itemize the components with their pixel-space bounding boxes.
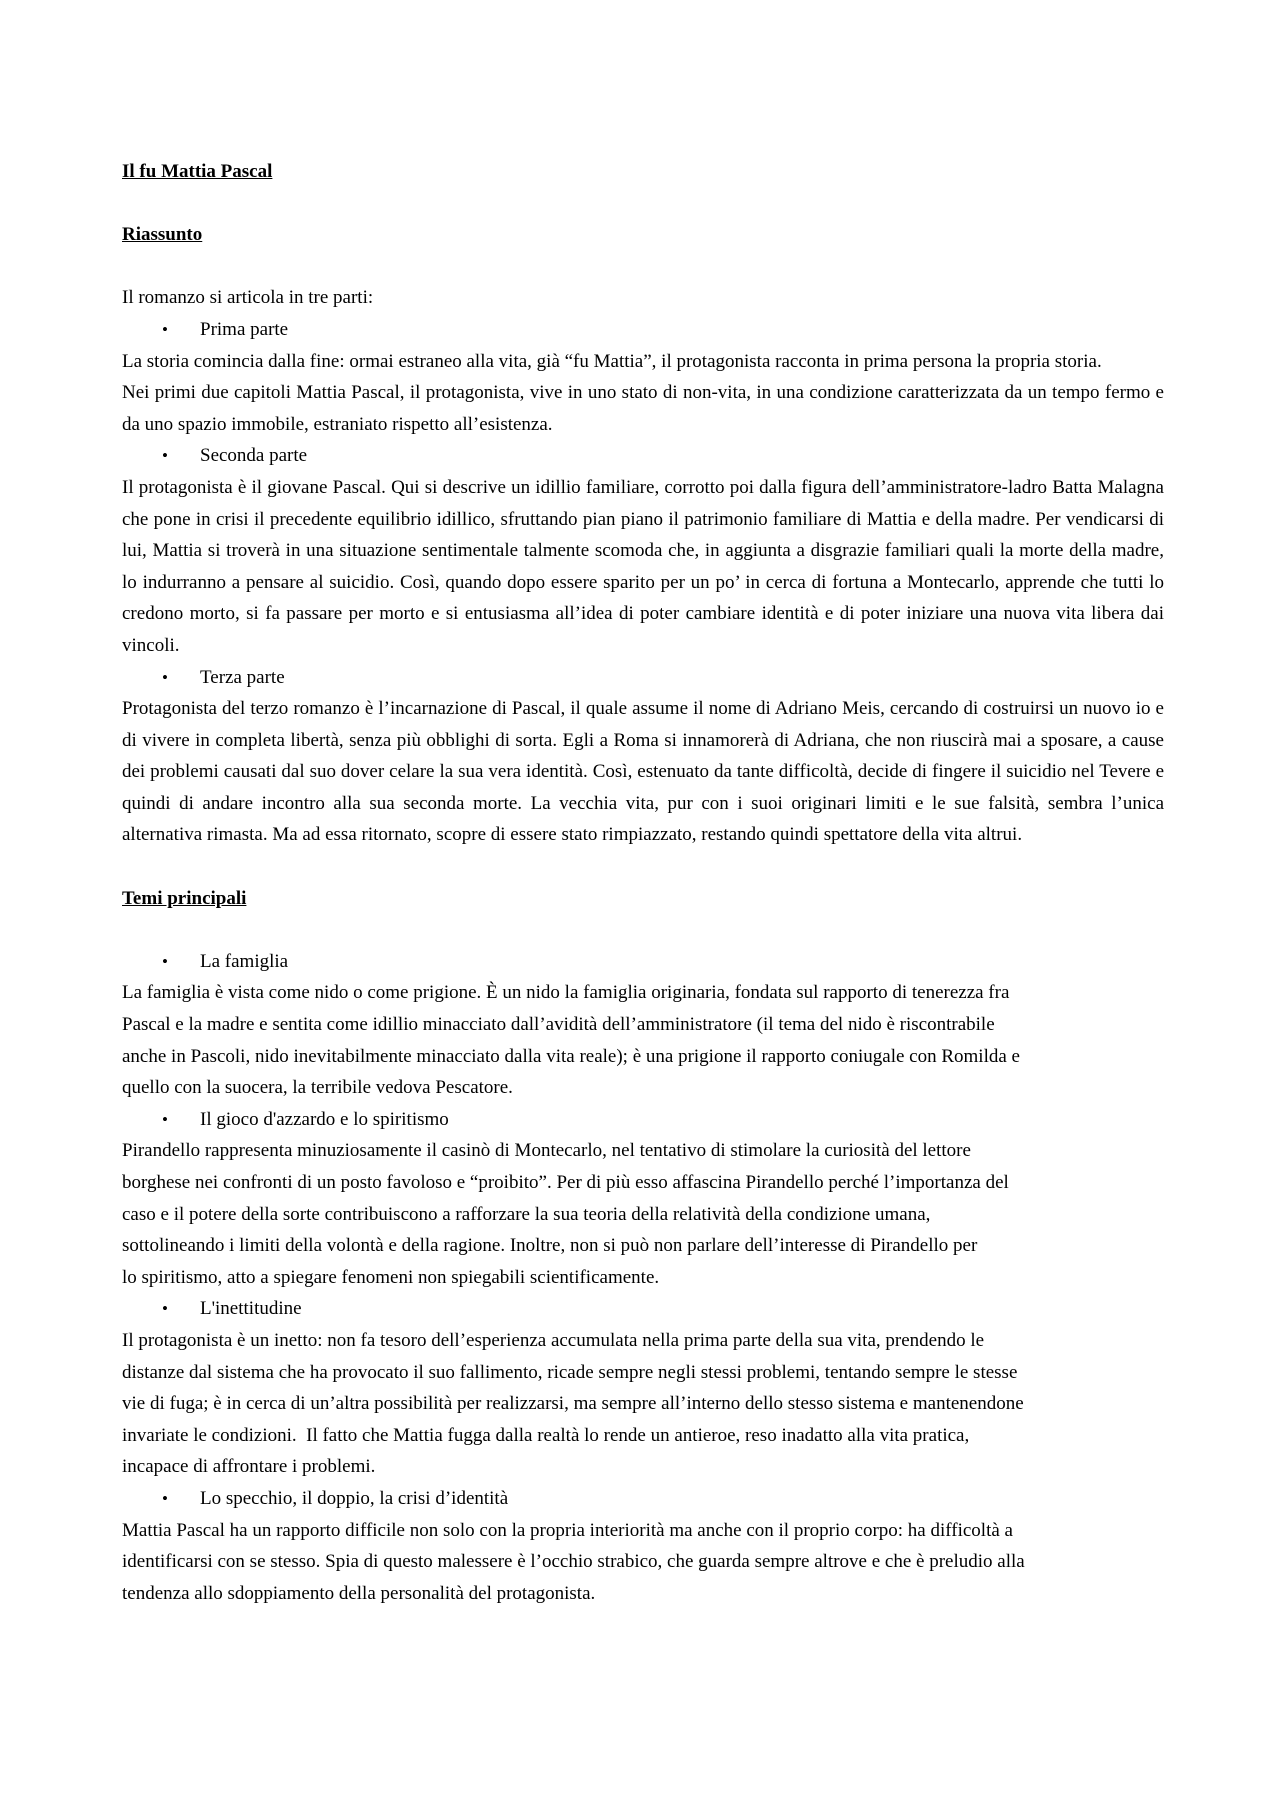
- theme-label: L'inettitudine: [200, 1298, 302, 1320]
- part-label: Terza parte: [200, 666, 285, 688]
- summary-part-terza: [122, 662, 1164, 694]
- theme-line: anche in Pascoli, nido inevitabilmente minacciato dalla vita reale); è una prigione il rapporto coniugale con Romilda e: [122, 1045, 1020, 1067]
- theme-inettitudine: [122, 1293, 1164, 1325]
- part-paragraph: Protagonista del terzo romanzo è l’incarnazione di Pascal, il quale assume il nome di Adriano Meis, cercando di costruirsi un nuovo io e di vivere in completa libertà, senza più obblighi di sorta. Egli a Roma si innamorerà di Adriana, che non riuscirà mai a sposare, a cause dei problemi causati dal suo dover celare la sua vera identità. Così, estenuato da tante difficoltà, decide di fingere il suicidio nel Tevere e quindi di andare incontro alla sua seconda morte. La vecchia vita, pur con i suoi originari limiti e le sue falsità, sembra l’unica alternativa rimasta. Ma ad essa ritornato, scopre di essere stato rimpiazzato, restando quindi spettatore della vita altrui.: [122, 698, 1164, 846]
- theme-line: incapace di affrontare i problemi.: [122, 1456, 376, 1478]
- theme-line: identificarsi con se stesso. Spia di questo malessere è l’occhio strabico, che guarda sempre altrove e che è preludio alla: [122, 1551, 1025, 1573]
- theme-label: Lo specchio, il doppio, la crisi d’identità: [200, 1487, 509, 1509]
- theme-text: [122, 977, 1164, 1103]
- theme-line: Pirandello rappresenta minuziosamente il casinò di Montecarlo, nel tentativo di stimolare la curiosità del lettore: [122, 1140, 971, 1162]
- theme-line: Mattia Pascal ha un rapporto difficile non solo con la propria interiorità ma anche con il proprio corpo: ha difficoltà a: [122, 1519, 1013, 1541]
- theme-line: sottolineando i limiti della volontà e della ragione. Inoltre, non si può non parlare dell’interesse di Pirandello per: [122, 1235, 978, 1257]
- part-label: Prima parte: [200, 318, 289, 340]
- bullet-icon: •: [162, 319, 168, 339]
- bullet-icon: •: [162, 1109, 168, 1129]
- theme-line: Pascal e la madre e sentita come idillio minacciato dall’avidità dell’amministratore (il tema del nido è riscontrabile: [122, 1014, 995, 1036]
- theme-line: distanze dal sistema che ha provocato il suo fallimento, ricade sempre negli stessi problemi, tentando sempre le stesse: [122, 1361, 1018, 1383]
- theme-specchio-doppio: [122, 1483, 1164, 1515]
- bullet-icon: •: [162, 1299, 168, 1319]
- theme-famiglia: [122, 946, 1164, 978]
- theme-label: Il gioco d'azzardo e lo spiritismo: [200, 1108, 449, 1130]
- spacer: [122, 188, 1164, 220]
- part-label: Seconda parte: [200, 445, 308, 467]
- document-page: [122, 156, 1164, 1609]
- bullet-icon: •: [162, 951, 168, 971]
- summary-heading: Riassunto: [122, 224, 203, 246]
- spacer: [122, 251, 1164, 283]
- summary-part-seconda: [122, 440, 1164, 472]
- document-title: Il fu Mattia Pascal: [122, 161, 273, 182]
- theme-gioco-azzardo: [122, 1104, 1164, 1136]
- spacer: [122, 851, 1164, 883]
- spacer: [122, 914, 1164, 946]
- theme-label: La famiglia: [200, 950, 289, 972]
- bullet-icon: •: [162, 1488, 168, 1508]
- theme-text: [122, 1135, 1164, 1293]
- theme-line: invariate le condizioni. Il fatto che Mattia fugga dalla realtà lo rende un antieroe, reso inadatto alla vita pratica,: [122, 1424, 970, 1446]
- theme-line: vie di fuga; è in cerca di un’altra possibilità per realizzarsi, ma sempre all’interno dello stesso sistema e mantenendone: [122, 1393, 1024, 1415]
- theme-text: [122, 1515, 1164, 1610]
- theme-line: quello con la suocera, la terribile vedova Pescatore.: [122, 1077, 513, 1099]
- bullet-icon: •: [162, 446, 168, 466]
- theme-line: tendenza allo sdoppiamento della personalità del protagonista.: [122, 1582, 596, 1604]
- part-paragraph: La storia comincia dalla fine: ormai estraneo alla vita, già “fu Mattia”, il protagonista racconta in prima persona la propria storia.: [122, 350, 1102, 372]
- themes-heading: Temi principali: [122, 887, 247, 909]
- summary-intro: Il romanzo si articola in tre parti:: [122, 287, 374, 309]
- theme-line: lo spiritismo, atto a spiegare fenomeni non spiegabili scientificamente.: [122, 1266, 660, 1288]
- bullet-icon: •: [162, 667, 168, 687]
- part-paragraph: Nei primi due capitoli Mattia Pascal, il protagonista, vive in uno stato di non-vita, in una condizione caratterizzata da un tempo fermo e da uno spazio immobile, estraniato rispetto all’esistenza.: [122, 382, 1164, 435]
- theme-line: Il protagonista è un inetto: non fa tesoro dell’esperienza accumulata nella prima parte della sua vita, prendendo le: [122, 1329, 985, 1351]
- summary-part-prima: [122, 314, 1164, 346]
- theme-line: borghese nei confronti di un posto favoloso e “proibito”. Per di più esso affascina Pirandello perché l’importanza del: [122, 1172, 1009, 1193]
- theme-line: caso e il potere della sorte contribuiscono a rafforzare la sua teoria della relatività della condizione umana,: [122, 1203, 931, 1225]
- part-paragraph: Il protagonista è il giovane Pascal. Qui si descrive un idillio familiare, corrotto poi dalla figura dell’amministratore-ladro Batta Malagna che pone in crisi il precedente equilibrio idillico, sfruttando pian piano il patrimonio familiare di Mattia e della madre. Per vendicarsi di lui, Mattia si troverà in una situazione sentimentale talmente scomoda che, in aggiunta a disgrazie familiari quali la morte della madre, lo indurranno a pensare al suicidio. Così, quando dopo essere sparito per un po’ in cerca di fortuna a Montecarlo, apprende che tutti lo credono morto, si fa passare per morto e si entusiasma all’idea di poter cambiare identità e di poter iniziare una nuova vita libera dai vincoli.: [122, 476, 1164, 656]
- theme-text: [122, 1325, 1164, 1483]
- theme-line: La famiglia è vista come nido o come prigione. È un nido la famiglia originaria, fondata sul rapporto di tenerezza fra: [122, 982, 1010, 1004]
